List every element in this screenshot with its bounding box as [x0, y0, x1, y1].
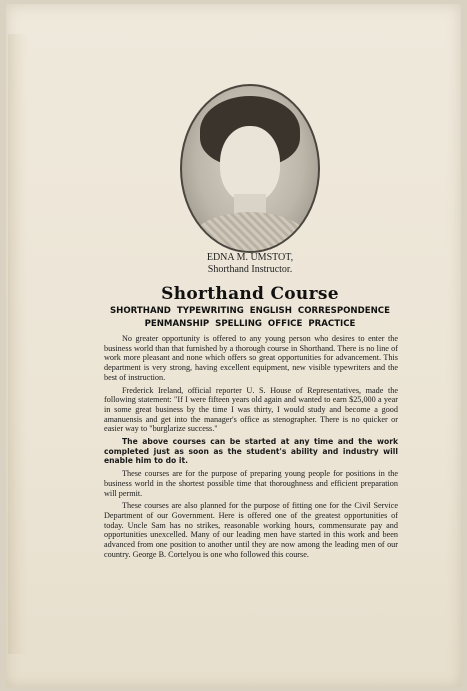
subjects-line-2: PENMANSHIP SPELLING OFFICE PRACTICE: [144, 319, 356, 329]
instructor-name: EDNA M. UMSTOT,: [206, 252, 294, 263]
portrait-face: [220, 126, 280, 202]
paragraph-intro: No greater opportunity is offered to any young person who desires to enter the business world than that furnished by a thorough course in Shorthand. There is no line of work more pleasant and none which offers so great opportunities for advancement. This department is very strong, having excellent equipment, new visible typewriters and the best of instruction.: [104, 334, 398, 382]
paragraph-start-anytime: The above courses can be started at any time and the work completed just as soon as the student's ability and industry will enable him to do it.: [104, 437, 398, 466]
paragraph-quote: Frederick Ireland, official reporter U. S. House of Representatives, made the following statement: "If I were fifteen years old again and wanted to earn $25,000 a year in some great business by the time I was thirty, I would study and become a good amanuensis and get into the manager's office as stenographer. There is no quicker or easier way to "burglarize success.": [104, 385, 398, 434]
page-stain: [8, 34, 28, 654]
course-description: [104, 334, 398, 559]
portrait-collar: [190, 212, 310, 253]
course-title: Shorthand Course: [161, 284, 339, 304]
portrait-caption: [150, 252, 350, 276]
instructor-role: Shorthand Instructor.: [207, 264, 293, 275]
paragraph-purpose: These courses are for the purpose of preparing young people for positions in the business world in the shortest possible time that thoroughness and efficient preparation will permit.: [104, 469, 398, 498]
instructor-portrait: [180, 84, 320, 253]
subjects-line-1: SHORTHAND TYPEWRITING ENGLISH CORRESPONDENCE: [109, 306, 390, 316]
course-subjects: [100, 305, 400, 331]
paragraph-civil-service: These courses are also planned for the purpose of fitting one for the Civil Service Department of our Government. Here is offered one of the greatest opportunities of today. Uncle Sam has no strikes, reasonable working hours, commensurate pay and opportunities unexcelled. Many of our leading men have started in this work and been advanced from one position to another until they are now among the leading men of our country. George B. Cortelyou is one who followed this course.: [104, 501, 398, 559]
